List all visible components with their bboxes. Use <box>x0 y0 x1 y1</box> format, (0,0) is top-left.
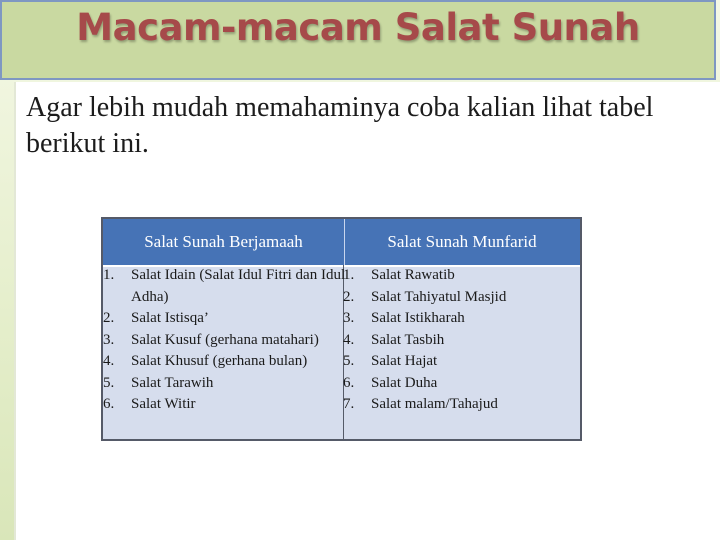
list-item: 3. Salat Kusuf (gerhana matahari) <box>103 331 319 348</box>
list-item: 6. Salat Witir <box>103 396 196 412</box>
list-item: 2. Salat Tahiyatul Masjid <box>343 288 507 305</box>
berjamaah-list <box>103 265 348 416</box>
header-munfarid: Salat Sunah Munfarid <box>344 219 580 265</box>
title-bar <box>0 0 716 80</box>
salat-table <box>101 217 582 441</box>
munfarid-list <box>343 265 579 416</box>
list-item: 5. Salat Hajat <box>343 353 438 369</box>
page-title: Macam-macam Salat Sunah <box>76 6 640 49</box>
list-item: 1. Salat Rawatib <box>343 267 455 283</box>
list-item: 1. Salat Idain (Salat Idul Fitri dan Idul Adha) <box>103 267 346 305</box>
header-divider <box>344 219 345 265</box>
list-item: 3. Salat Istikharah <box>343 310 465 326</box>
list-item: 2. Salat Istisqa’ <box>103 310 209 326</box>
list-item: 6. Salat Duha <box>343 374 438 391</box>
header-berjamaah: Salat Sunah Berjamaah <box>103 219 344 265</box>
list-item: 7. Salat malam/Tahajud <box>343 396 498 412</box>
list-item: 4. Salat Tasbih <box>343 331 445 348</box>
list-item: 4. Salat Khusuf (gerhana bulan) <box>103 353 308 369</box>
list-item: 5. Salat Tarawih <box>103 374 214 391</box>
intro-text: Agar lebih mudah memahaminya coba kalian lihat tabel berikut ini. <box>26 92 654 159</box>
